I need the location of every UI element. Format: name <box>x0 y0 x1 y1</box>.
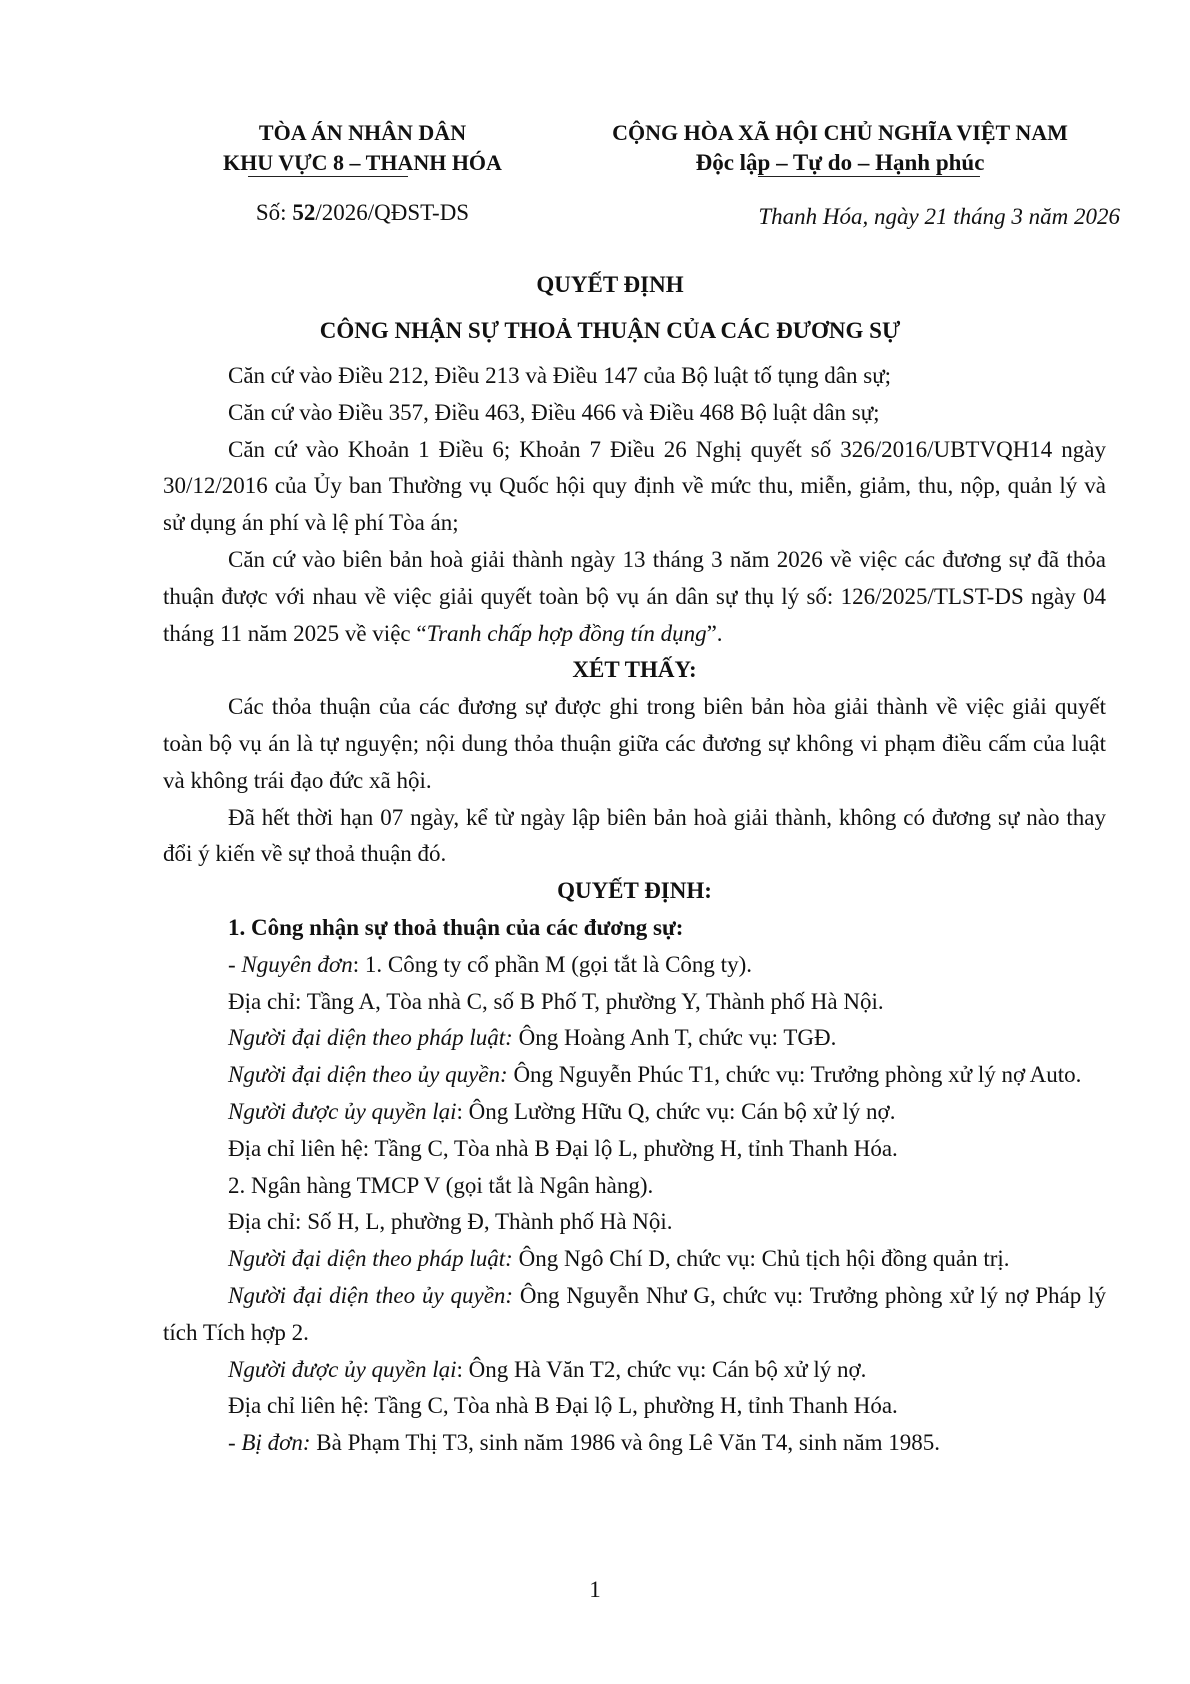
sub-rep-value: : Ông Hà Văn T2, chức vụ: Cán bộ xử lý nợ. <box>456 1356 867 1382</box>
doc-number-value: 52 <box>292 200 316 225</box>
legal-rep-value: Ông Ngô Chí D, chức vụ: Chủ tịch hội đồng quản trị. <box>512 1246 1010 1272</box>
case-type: Tranh chấp hợp đồng tín dụng <box>426 620 707 646</box>
court-header <box>190 118 535 178</box>
legal-basis-2: Căn cứ vào Điều 357, Điều 463, Điều 466 và Điều 468 Bộ luật dân sự; <box>228 399 880 425</box>
legal-basis-3: Căn cứ vào Khoản 1 Điều 6; Khoản 7 Điều 26 Nghị quyết số 326/2016/UBTVQH14 ngày 30/12/2016 của Ủy ban Thường vụ Quốc hội quy định về mức thu, miễn, giảm, thu, nộp, quản lý và sử dụng án phí và lệ phí Tòa án; <box>163 436 1106 536</box>
sub-rep-label: Người được ủy quyền lại <box>228 1098 457 1124</box>
basis4-text: Căn cứ vào biên bản hoà giải thành ngày 13 tháng 3 năm 2026 về việc các đương sự đã thỏa thuận được với nhau về việc giải quyết toàn bộ vụ án dân sự thụ lý số: 126/2025/TLST-DS ngày 04 tháng 11 năm 2025 về việc “ <box>163 546 1106 646</box>
plaintiff-1: - Nguyên đơn: 1. Công ty cổ phần M (gọi tắt là Công ty). <box>228 951 752 977</box>
defendant-value: Bà Phạm Thị T3, sinh năm 1986 và ông Lê Văn T4, sinh năm 1985. <box>310 1430 941 1456</box>
document-title: QUYẾT ĐỊNH <box>536 272 684 297</box>
doc-number-suffix: /2026/QĐST-DS <box>315 200 470 225</box>
place-date: Thanh Hóa, ngày 21 tháng 3 năm 2026 <box>758 204 1120 229</box>
auth-rep-label: Người đại diện theo ủy quyền: <box>228 1282 514 1308</box>
legal-rep-value: Ông Hoàng Anh T, chức vụ: TGĐ. <box>512 1025 837 1051</box>
motto-underline <box>758 176 980 177</box>
basis4-end: ”. <box>706 620 723 646</box>
national-motto: Độc lập – Tự do – Hạnh phúc <box>695 150 985 175</box>
page-number: 1 <box>589 1577 601 1602</box>
auth-rep-value: Ông Nguyễn Như G, chức vụ: Trưởng phòng xử lý nợ Pháp lý tích Tích hợp 2. <box>163 1282 1106 1345</box>
legal-basis-4 <box>163 542 1106 652</box>
decision-item-1: 1. Công nhận sự thoả thuận của các đương sự: <box>228 914 684 940</box>
plaintiff-1-sub-rep <box>163 1094 1106 1131</box>
nation-name: CỘNG HÒA XÃ HỘI CHỦ NGHĨA VIỆT NAM <box>612 120 1068 145</box>
nation-header <box>575 118 1105 178</box>
legal-rep-label: Người đại diện theo pháp luật: <box>228 1025 513 1051</box>
document-number <box>190 200 535 226</box>
court-name-line1: TÒA ÁN NHÂN DÂN <box>258 120 467 145</box>
document-subtitle: CÔNG NHẬN SỰ THOẢ THUẬN CỦA CÁC ĐƯƠNG SỰ <box>319 318 901 343</box>
doc-number-prefix: Số: <box>255 200 293 225</box>
plaintiff-1-name: : 1. Công ty cổ phần M (gọi tắt là Công ty). <box>352 951 752 977</box>
sub-rep-value: : Ông Lường Hữu Q, chức vụ: Cán bộ xử lý nợ. <box>456 1098 896 1124</box>
legal-basis-1: Căn cứ vào Điều 212, Điều 213 và Điều 147 của Bộ luật tố tụng dân sự; <box>228 363 892 388</box>
plaintiff-1-contact: Địa chỉ liên hệ: Tầng C, Tòa nhà B Đại lộ L, phường H, tỉnh Thanh Hóa. <box>228 1135 898 1161</box>
plaintiff-1-address: Địa chỉ: Tầng A, Tòa nhà C, số B Phố T, phường Y, Thành phố Hà Nội. <box>228 988 884 1014</box>
plaintiff-label: Nguyên đơn <box>241 951 353 977</box>
plaintiff-2-legal-rep <box>163 1241 1106 1278</box>
plaintiff-1-auth-rep <box>163 1057 1106 1094</box>
plaintiff-2-sub-rep <box>163 1352 1106 1389</box>
defendant: - Bị đơn: Bà Phạm Thị T3, sinh năm 1986 và ông Lê Văn T4, sinh năm 1985. <box>228 1430 941 1456</box>
findings-heading: XÉT THẤY: <box>572 657 697 683</box>
plaintiff-2-contact: Địa chỉ liên hệ: Tầng C, Tòa nhà B Đại lộ L, phường H, tỉnh Thanh Hóa. <box>228 1393 898 1419</box>
legal-rep-label: Người đại diện theo pháp luật: <box>228 1246 513 1272</box>
defendant-label: Bị đơn: <box>241 1430 311 1456</box>
decision-heading: QUYẾT ĐỊNH: <box>557 878 712 904</box>
plaintiff-1-legal-rep <box>163 1020 1106 1057</box>
auth-rep-value: Ông Nguyễn Phúc T1, chức vụ: Trưởng phòng xử lý nợ Auto. <box>507 1062 1082 1088</box>
court-underline <box>248 176 408 177</box>
document-body <box>163 358 1106 1462</box>
sub-rep-label: Người được ủy quyền lại <box>228 1356 457 1382</box>
plaintiff-2-address: Địa chỉ: Số H, L, phường Đ, Thành phố Hà Nội. <box>228 1209 673 1235</box>
auth-rep-label: Người đại diện theo ủy quyền: <box>228 1062 508 1088</box>
plaintiff-2-auth-rep <box>163 1278 1106 1352</box>
court-name-line2: KHU VỰC 8 – THANH HÓA <box>223 150 502 175</box>
plaintiff-2: 2. Ngân hàng TMCP V (gọi tắt là Ngân hàng). <box>228 1172 654 1198</box>
findings-paragraph-2: Đã hết thời hạn 07 ngày, kể từ ngày lập biên bản hoà giải thành, không có đương sự nào thay đổi ý kiến về sự thoả thuận đó. <box>163 804 1106 867</box>
findings-paragraph-1: Các thỏa thuận của các đương sự được ghi trong biên bản hòa giải thành về việc giải quyết toàn bộ vụ án là tự nguyện; nội dung thỏa thuận giữa các đương sự không vi phạm điều cấm của luật và không trái đạo đức xã hội. <box>163 694 1106 793</box>
